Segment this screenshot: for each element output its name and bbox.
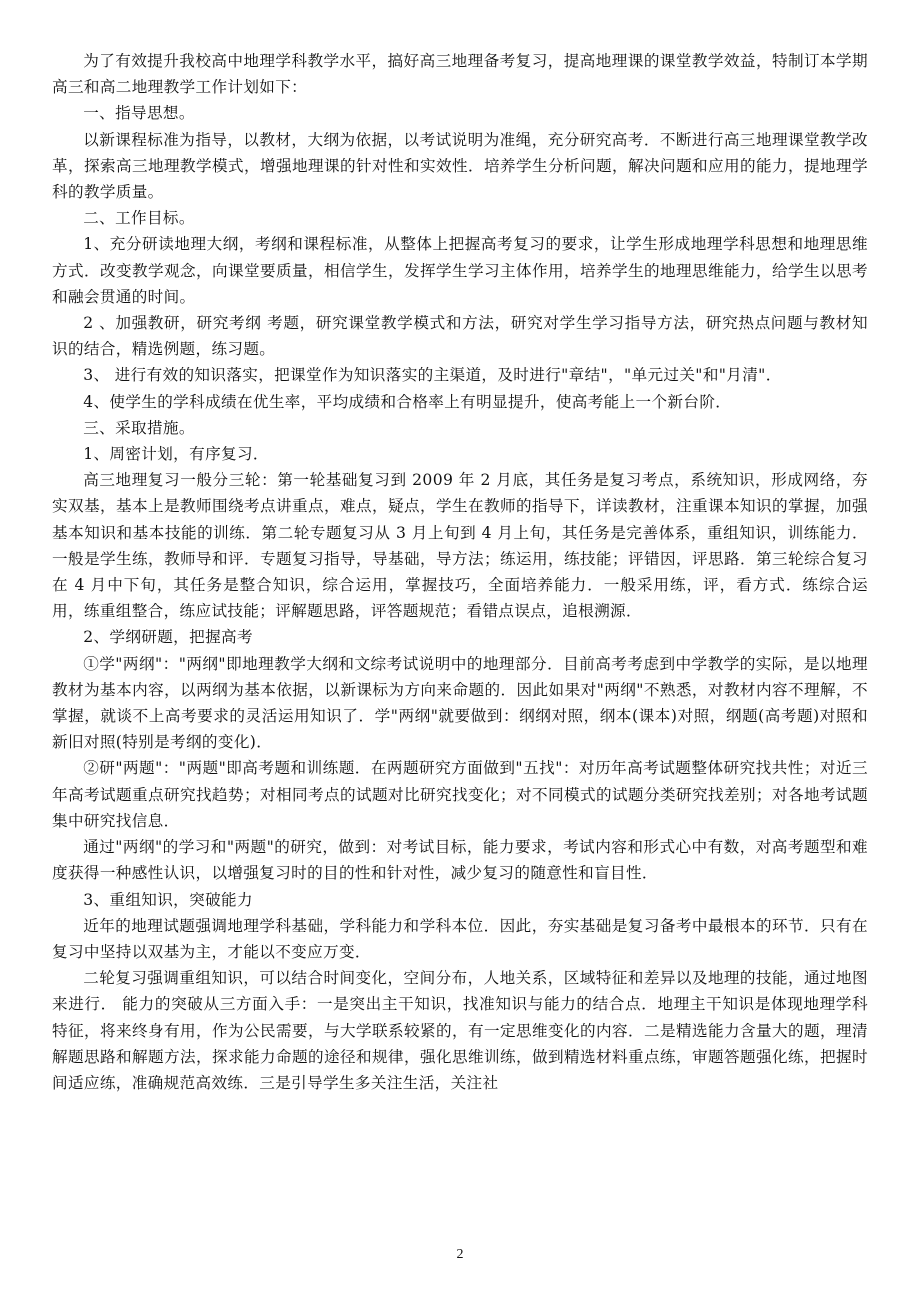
goal-item-4: 4、使学生的学科成绩在优生率，平均成绩和合格率上有明显提升，使高考能上一个新台阶． bbox=[83, 392, 732, 411]
intro-paragraph: 为了有效提升我校高中地理学科教学水平，搞好高三地理备考复习，提高地理课的课堂教学效益，特制订本学期高三和高二地理教学工作计划如下： bbox=[52, 52, 868, 97]
section-heading-measures: 三、采取措施。 bbox=[83, 418, 195, 437]
paragraph: ②研"两题"："两题"即高考题和训练题．在两题研究方面做到"五找"：对历年高考试题整体研究找共性；对近三年高考试题重点研究找趋势；对相同考点的试题对比研究找变化；对不同模式的试题分类研究找差别；对各地考试题集中研究找信息． bbox=[52, 759, 868, 830]
paragraph: 高三地理复习一般分三轮：第一轮基础复习到 2009 年 2 月底，其任务是复习考点，系统知识，形成网络，夯实双基，基本上是教师围绕考点讲重点，难点，疑点，学生在教师的指导下，详读教材，注重课本知识的掌握，加强基本知识和基本技能的训练．第二轮专题复习从 3 月上旬到 4 月上旬，其任务是完善体系，重组知识，训练能力．一般是学生练，教师导和评．专题复习指导，导基础，导方法；练运用，练技能；评错因，评思路．第三轮综合复习在 4 月中下旬，其任务是整合知识，综合运用，掌握技巧，全面培养能力．一般采用练，评，看方式．练综合运用，练重组整合，练应试技能；评解题思路，评答题规范；看错点误点，追根溯源． bbox=[52, 471, 868, 621]
paragraph: 近年的地理试题强调地理学科基础，学科能力和学科本位．因此，夯实基础是复习备考中最根本的环节．只有在复习中坚持以双基为主，才能以不变应万变． bbox=[52, 916, 868, 961]
paragraph: 通过"两纲"的学习和"两题"的研究，做到：对考试目标，能力要求，考试内容和形式心中有数，对高考题型和难度获得一种感性认识，以增强复习时的目的性和针对性，减少复习的随意性和盲目性． bbox=[52, 838, 868, 883]
measure-heading-1: 1、周密计划，有序复习． bbox=[83, 445, 269, 464]
goal-item-3: 3、 进行有效的知识落实，把课堂作为知识落实的主渠道，及时进行"章结"，"单元过关"和"月清"． bbox=[83, 366, 782, 385]
measure-heading-3: 3、重组知识，突破能力 bbox=[83, 890, 253, 909]
paragraph: ①学"两纲"："两纲"即地理教学大纲和文综考试说明中的地理部分．目前高考考虑到中学教学的实际，是以地理教材为基本内容，以两纲为基本依据，以新课标为方向来命题的．因此如果对"两纲"不熟悉，对教材内容不理解，不掌握，就谈不上高考要求的灵活运用知识了．学"两纲"就要做到：纲纲对照，纲本(课本)对照，纲题(高考题)对照和新旧对照(特别是考纲的变化)． bbox=[52, 654, 868, 752]
measure-heading-2: 2、学纲研题，把握高考 bbox=[83, 628, 253, 647]
goal-item-1: 1、充分研读地理大纲，考纲和课程标准，从整体上把握高考复习的要求，让学生形成地理学科思想和地理思维方式．改变教学观念，向课堂要质量，相信学生，发挥学生学习主体作用，培养学生的地理思维能力，给学生以思考和融会贯通的时间。 bbox=[52, 235, 868, 306]
paragraph: 二轮复习强调重组知识，可以结合时间变化，空间分布，人地关系，区域特征和差异以及地理的技能，通过地图来进行． 能力的突破从三方面入手：一是突出主干知识，找准知识与能力的结合点．地理主干知识是体现地理学科特征，将来终身有用，作为公民需要，与大学联系较紧的，有一定思维变化的内容．二是精选能力含量大的题，理清解题思路和解题方法，探求能力命题的途径和规律，强化思维训练，做到精选材料重点练，审题答题强化练，把握时间适应练，准确规范高效练．三是引导学生多关注生活，关注社 bbox=[52, 969, 868, 1092]
section-heading-guiding-ideology: 一、指导思想。 bbox=[83, 104, 195, 123]
section-heading-work-goals: 二、工作目标。 bbox=[83, 209, 195, 228]
page-number: 2 bbox=[456, 1247, 464, 1262]
goal-item-2: 2 、加强教研，研究考纲 考题，研究课堂教学模式和方法，研究对学生学习指导方法，研究热点问题与教材知识的结合，精选例题，练习题。 bbox=[52, 314, 868, 359]
paragraph: 以新课程标准为指导，以教材，大纲为依据，以考试说明为准绳，充分研究高考．不断进行高三地理课堂教学改革，探索高三地理教学模式，增强地理课的针对性和实效性．培养学生分析问题，解决问题和应用的能力，提地理学科的教学质量。 bbox=[52, 130, 868, 202]
